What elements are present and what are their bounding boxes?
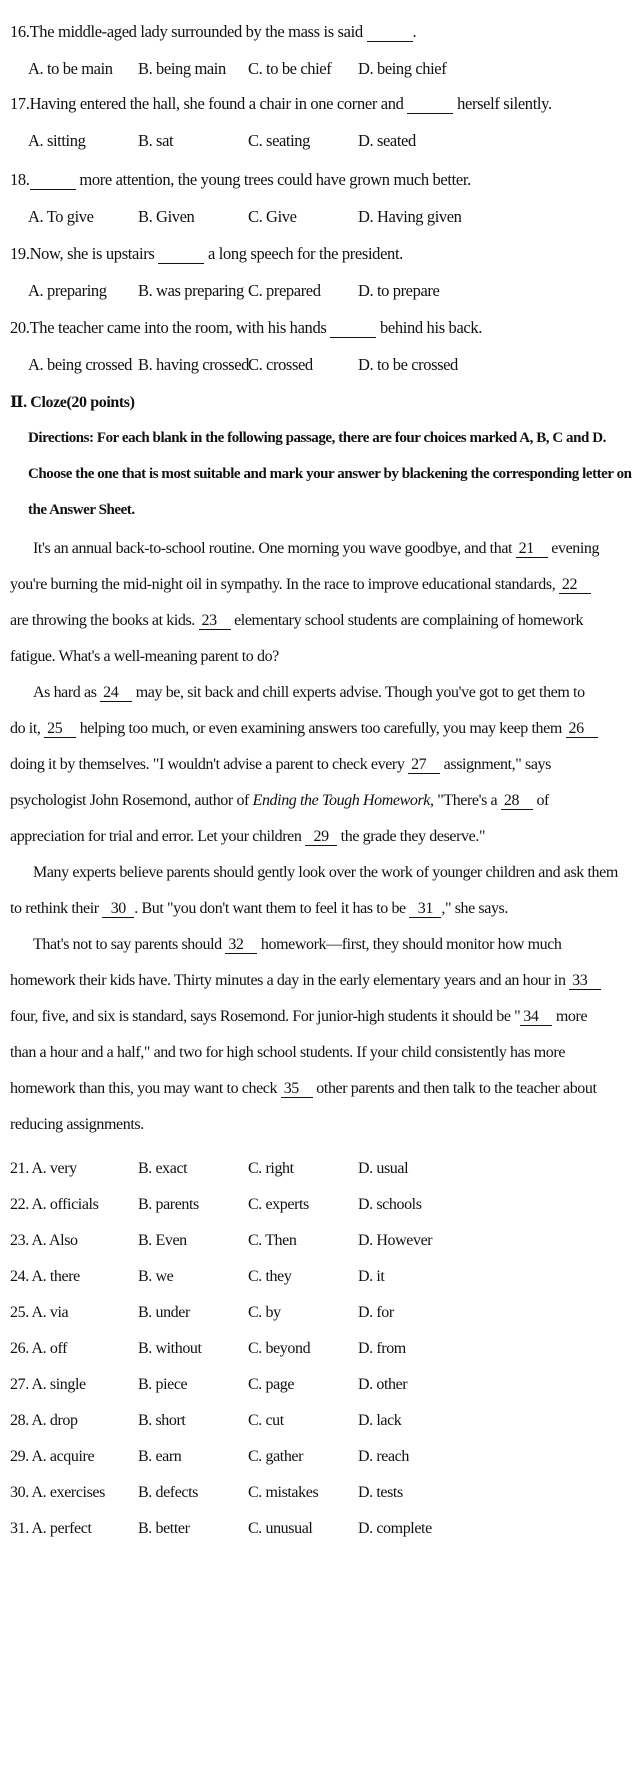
passage-text: are throwing the books at kids. <box>10 612 199 629</box>
option-c: C. Then <box>248 1232 297 1249</box>
question-16 <box>10 22 416 42</box>
option-text: A. drop <box>31 1412 78 1429</box>
option-d: D. Having given <box>358 207 462 226</box>
option-c: C. crossed <box>248 355 313 374</box>
option-d: D. usual <box>358 1160 409 1177</box>
passage-text: evening <box>547 540 600 557</box>
answer-row-23 <box>10 1232 520 1254</box>
options-19 <box>28 281 528 303</box>
option-c: C. experts <box>248 1196 309 1213</box>
option-a: A. To give <box>28 207 94 226</box>
passage-line <box>10 1008 588 1026</box>
passage-text: homework—first, they should monitor how much <box>257 936 562 953</box>
question-text: herself silently. <box>453 94 552 113</box>
passage-line <box>10 756 551 774</box>
blank-30: 30 <box>102 901 134 918</box>
option-c: C. beyond <box>248 1340 311 1357</box>
option-a <box>10 1520 92 1538</box>
option-c: C. they <box>248 1268 292 1285</box>
option-c: C. unusual <box>248 1520 313 1537</box>
book-title: Ending the Tough Homework <box>252 792 430 809</box>
option-d: D. seated <box>358 131 416 150</box>
option-b: B. we <box>138 1268 174 1285</box>
option-a <box>10 1196 98 1214</box>
passage-line <box>10 900 528 918</box>
answer-number: 30. <box>10 1484 29 1501</box>
blank-33: 33 <box>569 973 601 990</box>
option-d: D. schools <box>358 1196 422 1213</box>
option-a <box>10 1448 94 1466</box>
option-d: D. other <box>358 1376 408 1393</box>
question-17 <box>10 94 552 114</box>
option-text: A. acquire <box>31 1448 95 1465</box>
answer-row-27 <box>10 1376 520 1398</box>
blank-29: 29 <box>305 829 337 846</box>
option-d: D. reach <box>358 1448 409 1465</box>
options-18 <box>28 207 528 229</box>
passage-line <box>10 576 578 594</box>
option-text: A. single <box>31 1376 86 1393</box>
option-a <box>10 1412 78 1430</box>
option-d: D. it <box>358 1268 385 1285</box>
question-text: . <box>412 22 417 41</box>
option-b: B. without <box>138 1340 202 1357</box>
answer-row-31 <box>10 1520 520 1542</box>
options-16 <box>28 59 528 81</box>
answer-blank <box>158 246 204 264</box>
answer-number: 26. <box>10 1340 29 1357</box>
question-number: 19. <box>10 244 30 263</box>
passage-text: It's an annual back-to-school routine. One morning you wave goodbye, and that <box>33 540 516 557</box>
option-b: B. having crossed <box>138 355 249 374</box>
option-b: B. short <box>138 1412 186 1429</box>
passage-line <box>10 972 588 990</box>
option-b: B. under <box>138 1304 190 1321</box>
answer-number: 24. <box>10 1268 29 1285</box>
passage-text: you're burning the mid-night oil in sympathy. In the race to improve educational standards, <box>10 576 559 593</box>
passage-text: to rethink their <box>10 900 103 917</box>
option-d: D. from <box>358 1340 406 1357</box>
answer-blank <box>30 172 76 190</box>
blank-25: 25 <box>44 721 76 738</box>
answer-number: 28. <box>10 1412 29 1429</box>
question-number: 20. <box>10 318 30 337</box>
passage-line <box>10 1116 528 1134</box>
blank-31: 31 <box>409 901 441 918</box>
option-b: B. exact <box>138 1160 188 1177</box>
option-a <box>10 1304 68 1322</box>
option-c: C. Give <box>248 207 297 226</box>
blank-34: 34 <box>520 1009 552 1026</box>
question-text: The middle-aged lady surrounded by the mass is said <box>29 22 367 41</box>
blank-27: 27 <box>408 757 440 774</box>
option-b: B. sat <box>138 131 174 150</box>
option-a: A. sitting <box>28 131 86 150</box>
passage-text: ," she says. <box>441 900 508 917</box>
question-18 <box>10 170 471 190</box>
answer-row-22 <box>10 1196 520 1218</box>
option-b: B. defects <box>138 1484 198 1501</box>
option-b: B. was preparing <box>138 281 244 300</box>
option-text: A. officials <box>31 1196 99 1213</box>
option-a <box>10 1340 67 1358</box>
options-17 <box>28 131 528 153</box>
option-text: A. perfect <box>31 1520 92 1537</box>
passage-text: As hard as <box>33 684 101 701</box>
section-title: Ⅱ. Cloze(20 points) <box>10 394 135 411</box>
answer-number: 23. <box>10 1232 29 1249</box>
passage-text: the grade they deserve." <box>337 828 486 845</box>
option-c: C. seating <box>248 131 310 150</box>
option-d: D. However <box>358 1232 433 1249</box>
option-text: A. via <box>31 1304 69 1321</box>
answer-row-30 <box>10 1484 520 1506</box>
answer-number: 22. <box>10 1196 29 1213</box>
answer-row-26 <box>10 1340 520 1362</box>
passage-text: doing it by themselves. "I wouldn't advise a parent to check every <box>10 756 409 773</box>
directions-line-3: the Answer Sheet. <box>28 502 135 518</box>
passage-text: of <box>532 792 549 809</box>
passage-text: four, five, and six is standard, says Rosemond. For junior-high students it should be " <box>10 1008 521 1025</box>
blank-22: 22 <box>559 577 591 594</box>
option-d: D. to be crossed <box>358 355 458 374</box>
answer-row-25 <box>10 1304 520 1326</box>
question-20 <box>10 318 482 338</box>
passage-text: , "There's a <box>430 792 501 809</box>
answer-number: 21. <box>10 1160 29 1177</box>
passage-text: homework than this, you may want to check <box>10 1080 281 1097</box>
option-c: C. right <box>248 1160 294 1177</box>
passage-text: That's not to say parents should <box>33 936 226 953</box>
question-text: Having entered the hall, she found a chair in one corner and <box>29 94 408 113</box>
answer-number: 25. <box>10 1304 29 1321</box>
option-b: B. Given <box>138 207 195 226</box>
option-a <box>10 1160 77 1178</box>
passage-line <box>10 720 584 738</box>
option-a: A. to be main <box>28 59 113 78</box>
question-text: The teacher came into the room, with his hands <box>29 318 331 337</box>
answer-number: 31. <box>10 1520 29 1537</box>
answer-blank <box>367 24 413 42</box>
option-d: D. complete <box>358 1520 432 1537</box>
passage-text: assignment," says <box>440 756 551 773</box>
question-19 <box>10 244 403 264</box>
answer-number: 27. <box>10 1376 29 1393</box>
passage-text: do it, <box>10 720 45 737</box>
option-d: D. being chief <box>358 59 447 78</box>
option-b: B. Even <box>138 1232 187 1249</box>
passage-line <box>10 612 584 630</box>
blank-26: 26 <box>566 721 598 738</box>
option-c: C. gather <box>248 1448 304 1465</box>
answer-row-24 <box>10 1268 520 1290</box>
option-d: D. to prepare <box>358 281 440 300</box>
passage-line <box>33 684 585 702</box>
blank-24: 24 <box>100 685 132 702</box>
passage-text: fatigue. What's a well-meaning parent to do? <box>10 648 279 665</box>
question-number: 16. <box>10 22 30 41</box>
option-a <box>10 1268 80 1286</box>
option-a: A. preparing <box>28 281 107 300</box>
option-a: A. being crossed <box>28 355 133 374</box>
answer-number: 29. <box>10 1448 29 1465</box>
option-b: B. parents <box>138 1196 199 1213</box>
option-b: B. better <box>138 1520 190 1537</box>
option-d: D. for <box>358 1304 394 1321</box>
option-text: A. Also <box>31 1232 78 1249</box>
option-c: C. by <box>248 1304 281 1321</box>
option-c: C. mistakes <box>248 1484 319 1501</box>
passage-line <box>33 540 600 558</box>
passage-text: other parents and then talk to the teacher about <box>312 1080 597 1097</box>
blank-28: 28 <box>501 793 533 810</box>
question-text: Now, she is upstairs <box>29 244 159 263</box>
option-a <box>10 1232 78 1250</box>
option-text: A. exercises <box>31 1484 105 1501</box>
option-text: A. very <box>31 1160 77 1177</box>
passage-line <box>10 1080 597 1098</box>
passage-line <box>10 1044 566 1062</box>
passage-text: reducing assignments. <box>10 1116 144 1133</box>
directions-line-2: Choose the one that is most suitable and mark your answer by blackening the corresponding letter on <box>28 466 632 482</box>
option-c: C. to be chief <box>248 59 332 78</box>
passage-text: elementary school students are complaining of homework <box>230 612 584 629</box>
passage-text: than a hour and a half," and two for high school students. If your child consistently has more <box>10 1044 566 1061</box>
blank-35: 35 <box>281 1081 313 1098</box>
option-c: C. page <box>248 1376 295 1393</box>
question-number: 18. <box>10 170 30 189</box>
question-text: behind his back. <box>376 318 483 337</box>
option-b: B. being main <box>138 59 226 78</box>
passage-line <box>10 828 528 846</box>
option-b: B. earn <box>138 1448 182 1465</box>
passage-text: psychologist John Rosemond, author of <box>10 792 253 809</box>
option-d: D. lack <box>358 1412 402 1429</box>
passage-text: more <box>552 1008 588 1025</box>
option-a <box>10 1484 105 1502</box>
option-text: A. there <box>31 1268 80 1285</box>
option-c: C. cut <box>248 1412 284 1429</box>
options-20 <box>28 355 528 377</box>
passage-text: . But "you don't want them to feel it has to be <box>134 900 410 917</box>
answer-row-21 <box>10 1160 520 1182</box>
answer-row-29 <box>10 1448 520 1470</box>
blank-23: 23 <box>199 613 231 630</box>
question-text: a long speech for the president. <box>204 244 403 263</box>
answer-row-28 <box>10 1412 520 1434</box>
passage-line <box>10 648 528 666</box>
option-text: A. off <box>31 1340 68 1357</box>
passage-line <box>33 936 562 954</box>
passage-text: may be, sit back and chill experts advise. Though you've got to get them to <box>132 684 585 701</box>
passage-line <box>10 792 549 810</box>
option-b: B. piece <box>138 1376 188 1393</box>
option-a <box>10 1376 86 1394</box>
blank-21: 21 <box>516 541 548 558</box>
answer-blank <box>407 96 453 114</box>
option-d: D. tests <box>358 1484 403 1501</box>
question-text: more attention, the young trees could have grown much better. <box>75 170 471 189</box>
passage-line <box>33 864 618 882</box>
option-c: C. prepared <box>248 281 321 300</box>
answer-blank <box>330 320 376 338</box>
passage-text: Many experts believe parents should gently look over the work of younger children and ask them <box>33 864 618 881</box>
passage-text: homework their kids have. Thirty minutes a day in the early elementary years and an hour in <box>10 972 570 989</box>
blank-32: 32 <box>225 937 257 954</box>
directions-line-1: Directions: For each blank in the following passage, there are four choices marked A, B, C and D. <box>28 430 606 446</box>
passage-text: appreciation for trial and error. Let your children <box>10 828 306 845</box>
question-number: 17. <box>10 94 30 113</box>
passage-text: helping too much, or even examining answers too carefully, you may keep them <box>76 720 566 737</box>
